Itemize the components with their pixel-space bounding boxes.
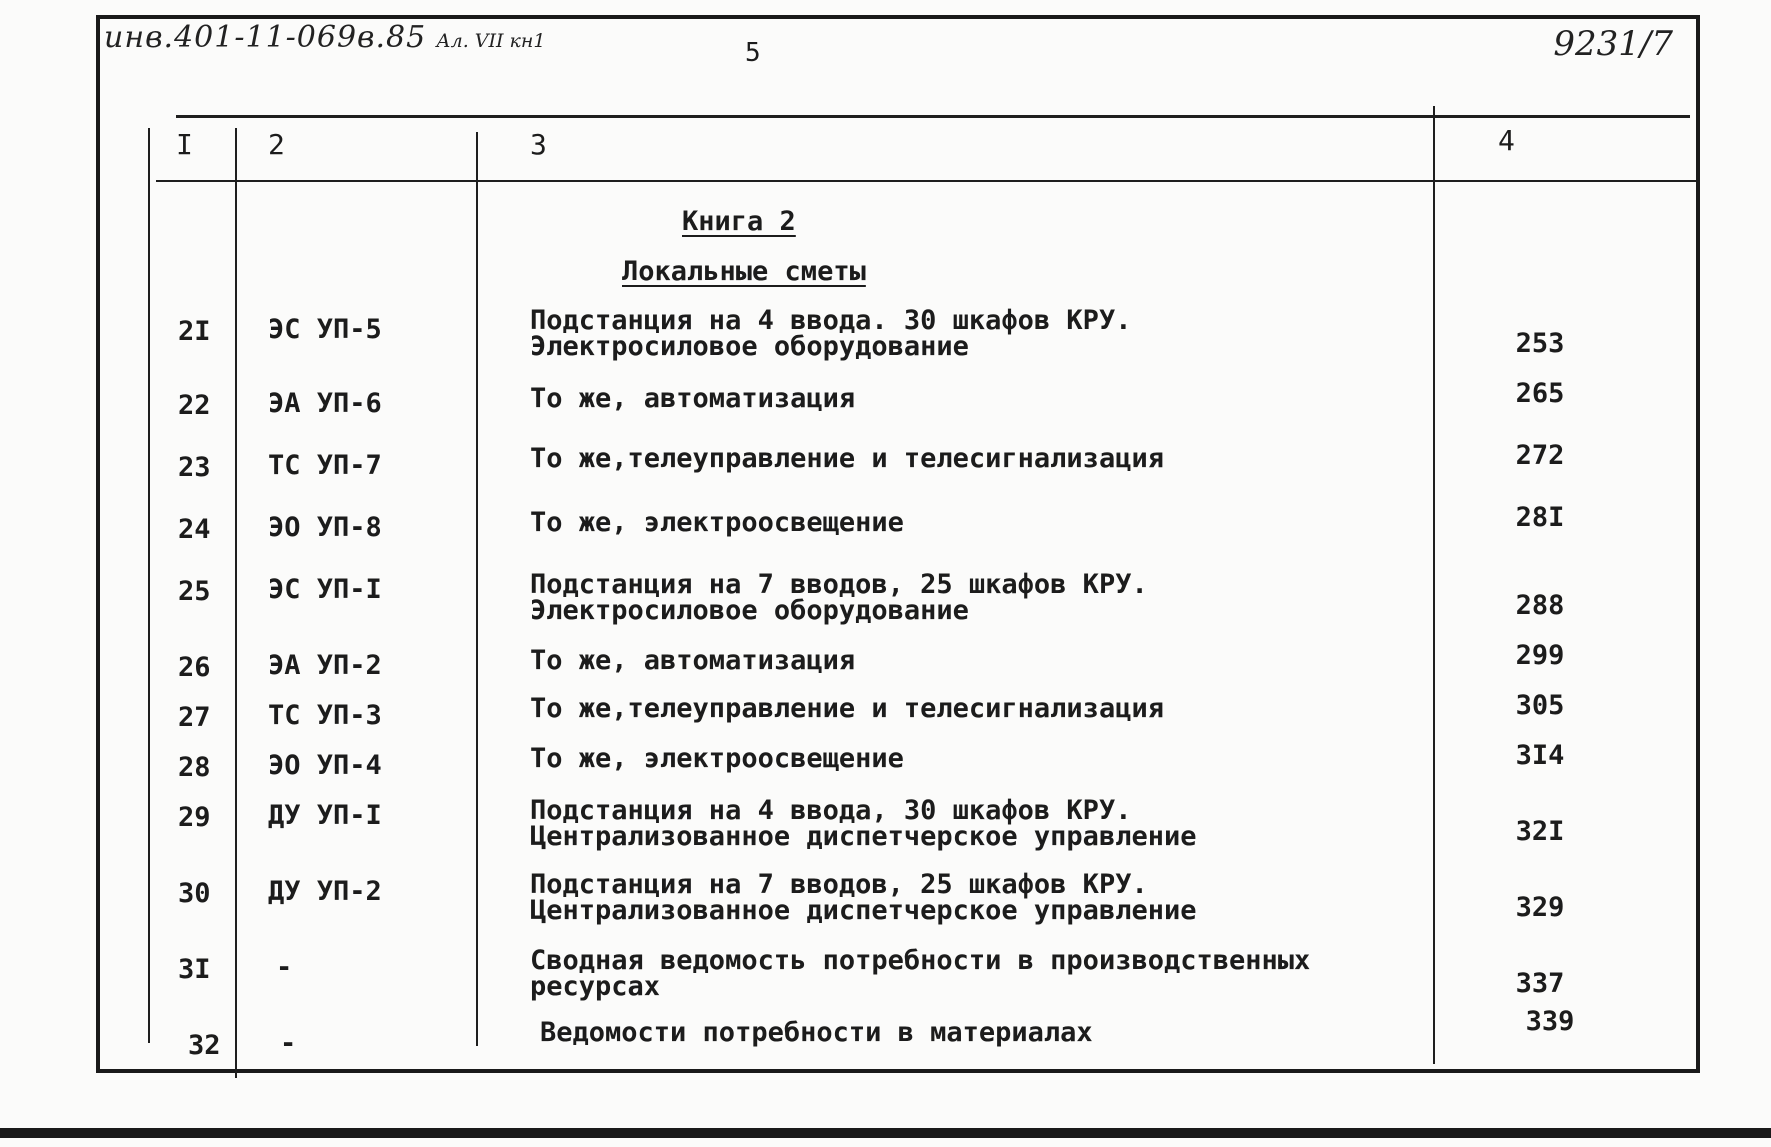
scan-edge: [0, 1128, 1771, 1138]
row-code: ТС УП-3: [268, 700, 382, 731]
row-description-line2: Централизованное диспетчерское управление: [530, 895, 1197, 926]
row-description: [530, 869, 1197, 926]
document-code: [104, 20, 546, 55]
row-page: 337: [1515, 968, 1565, 999]
row-number: 3I: [178, 954, 211, 985]
row-page: 28I: [1515, 502, 1565, 533]
header-bottom-rule: [156, 180, 1696, 182]
row-description-line2: Централизованное диспетчерское управление: [530, 821, 1197, 852]
row-code: ЭО УП-4: [268, 750, 382, 781]
col-divider-left: [148, 128, 150, 1043]
table-top-rule: [176, 115, 1690, 118]
section-title: Локальные сметы: [622, 256, 866, 287]
album-label: Ал. VII кн1: [436, 30, 546, 52]
column-header-1: I: [176, 128, 193, 161]
column-header-4: 4: [1498, 124, 1515, 157]
row-page: 339: [1525, 1006, 1575, 1037]
col-divider-2: [476, 132, 478, 1046]
row-number: 26: [178, 652, 211, 683]
row-description: [530, 305, 1132, 362]
row-page: 272: [1515, 440, 1565, 471]
row-page: 3I4: [1515, 740, 1565, 771]
row-description: [530, 645, 856, 676]
row-description-line1: Сводная ведомость потребности в производственных: [530, 945, 1311, 976]
row-description: [530, 743, 904, 774]
row-code: ДУ УП-2: [268, 876, 382, 907]
row-number: 24: [178, 514, 211, 545]
row-description: [530, 443, 1164, 474]
row-page: 288: [1515, 590, 1565, 621]
row-description-line1: Подстанция на 4 ввода. 30 шкафов КРУ.: [530, 305, 1132, 336]
row-description: [530, 795, 1197, 852]
column-header-3: 3: [530, 128, 547, 161]
row-number: 2I: [178, 316, 211, 347]
row-code: ЭО УП-8: [268, 512, 382, 543]
row-description-line2: Электросиловое оборудование: [530, 595, 969, 626]
row-description-line1: То же, автоматизация: [530, 645, 856, 676]
row-page: 265: [1515, 378, 1565, 409]
row-number: 30: [178, 878, 211, 909]
row-code: -: [280, 1028, 297, 1059]
row-code: ЭА УП-2: [268, 650, 382, 681]
row-description-line2: Электросиловое оборудование: [530, 331, 969, 362]
row-number: 27: [178, 702, 211, 733]
row-description-line2: ресурсах: [530, 971, 661, 1002]
row-description-line1: То же,телеуправление и телесигнализация: [530, 443, 1164, 474]
row-description-line1: Подстанция на 7 вводов, 25 шкафов КРУ.: [530, 569, 1148, 600]
row-description: [530, 507, 904, 538]
row-number: 25: [178, 576, 211, 607]
row-description: [530, 569, 1148, 626]
row-number: 23: [178, 452, 211, 483]
row-page: 32I: [1515, 816, 1565, 847]
row-code: ЭА УП-6: [268, 388, 382, 419]
row-page: 253: [1515, 328, 1565, 359]
row-description-line1: Ведомости потребности в материалах: [540, 1017, 1093, 1048]
row-description-line1: То же, автоматизация: [530, 383, 856, 414]
page-number: 5: [745, 38, 761, 68]
row-code: ДУ УП-I: [268, 800, 382, 831]
row-description: [530, 693, 1164, 724]
row-code: ЭС УП-I: [268, 574, 382, 605]
row-number: 32: [188, 1030, 221, 1061]
row-description-line1: То же,телеуправление и телесигнализация: [530, 693, 1164, 724]
row-number: 29: [178, 802, 211, 833]
row-page: 299: [1515, 640, 1565, 671]
row-page: 329: [1515, 892, 1565, 923]
row-number: 28: [178, 752, 211, 783]
row-number: 22: [178, 390, 211, 421]
row-description-line1: То же, электроосвещение: [530, 743, 904, 774]
column-header-2: 2: [268, 128, 285, 161]
row-page: 305: [1515, 690, 1565, 721]
row-code: ЭС УП-5: [268, 314, 382, 345]
row-description: [530, 945, 1311, 1002]
document-code-text: инв.401-11-069в.85: [104, 20, 427, 55]
row-description: [530, 383, 856, 414]
row-code: -: [276, 952, 293, 983]
row-description: [540, 1017, 1093, 1048]
col-divider-3: [1433, 106, 1435, 1064]
book-title: Книга 2: [682, 206, 796, 237]
row-description-line1: То же, электроосвещение: [530, 507, 904, 538]
row-code: ТС УП-7: [268, 450, 382, 481]
row-description-line1: Подстанция на 4 ввода, 30 шкафов КРУ.: [530, 795, 1132, 826]
row-description-line1: Подстанция на 7 вводов, 25 шкафов КРУ.: [530, 869, 1148, 900]
sheet-number: 9231/7: [1553, 24, 1673, 64]
